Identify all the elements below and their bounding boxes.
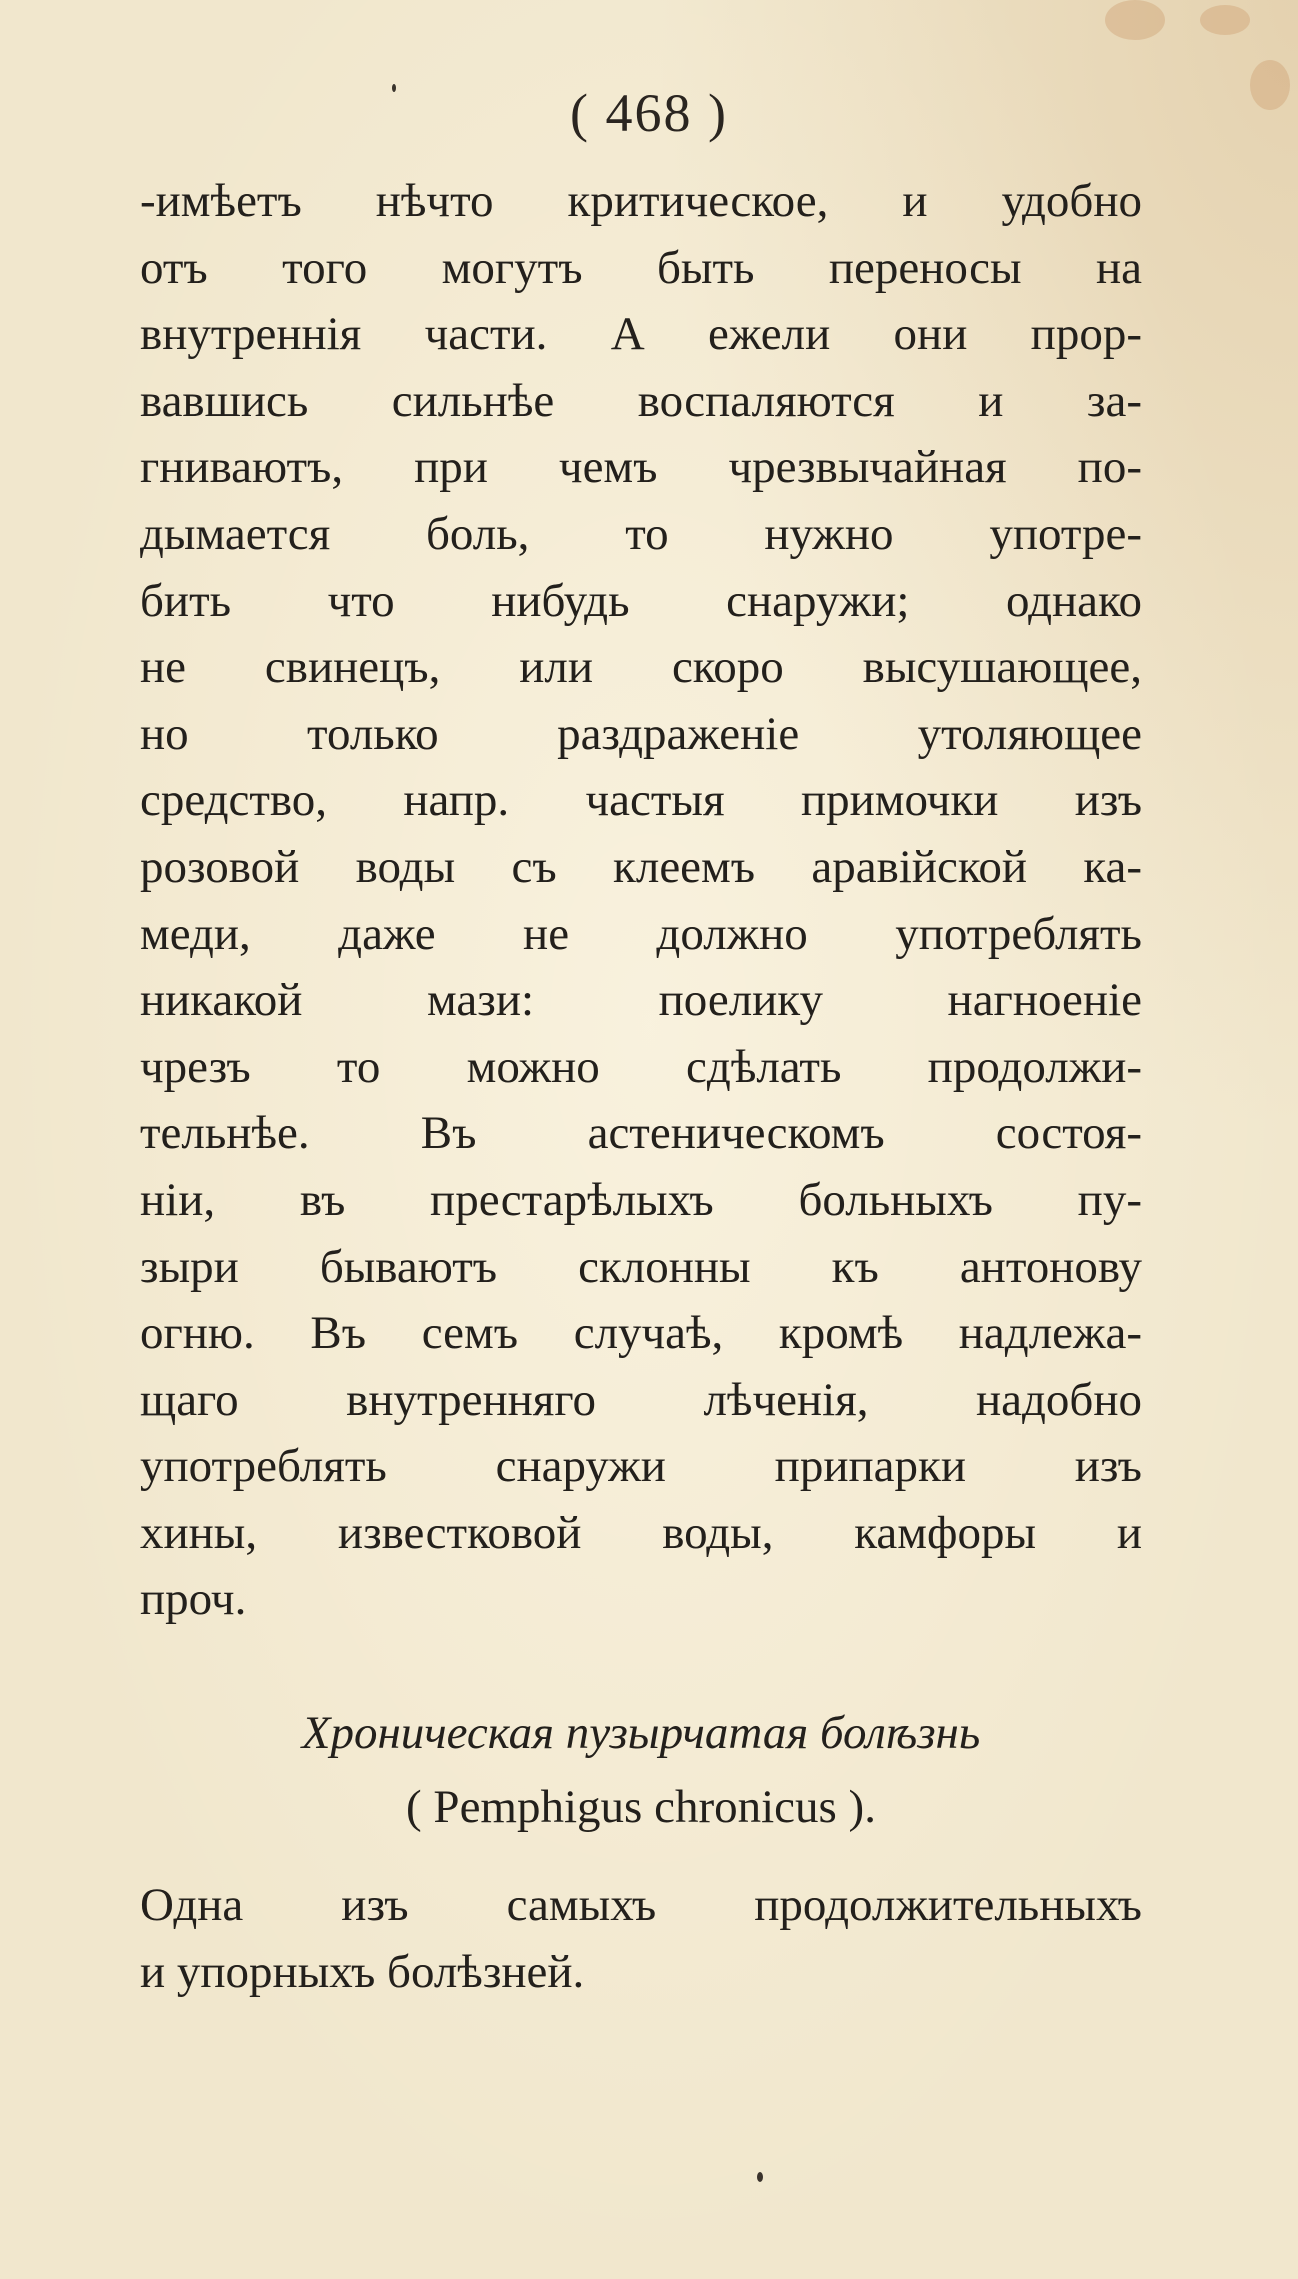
text-line: зыри бываютъ склонны къ антонову [140, 1240, 1142, 1293]
text-line: хины, известковой воды, камфоры и [140, 1506, 1142, 1559]
text-line: и упорныхъ болѣзней. [140, 1945, 585, 1998]
section-subheading: ( Pemphigus chronicus ). [406, 1781, 876, 1833]
text-line: розовой воды съ клеемъ аравійской ка- [140, 840, 1142, 893]
text-line: проч. [140, 1573, 247, 1626]
section-paragraph [140, 1872, 1142, 2005]
paper-stain [1200, 5, 1250, 35]
text-line: -имѣетъ нѣчто критическое, и удобно [140, 175, 1142, 227]
text-line: щаго внутренняго лѣченія, надобно [140, 1373, 1142, 1426]
text-line: употреблять снаружи припарки изъ [140, 1440, 1142, 1493]
text-line: отъ того могутъ быть переносы на [140, 241, 1142, 294]
text-line: ніи, въ престарѣлыхъ больныхъ пу- [140, 1173, 1142, 1226]
text-line: гниваютъ, при чемъ чрезвычайная по- [140, 441, 1142, 494]
page-number: ( 468 ) [570, 83, 728, 143]
text-line: чрезъ то можно сдѣлать продолжи- [140, 1040, 1142, 1093]
print-speck [757, 2172, 763, 2182]
text-line: меди, даже не должно употреблять [140, 907, 1142, 960]
text-line: средство, напр. частыя примочки изъ [140, 774, 1142, 827]
text-line: дымается боль, то нужно употре- [140, 507, 1142, 560]
text-line: но только раздраженіе утоляющее [140, 707, 1142, 760]
section-heading: Хроническая пузырчатая болѣзнь [301, 1707, 981, 1759]
text-line: бить что нибудь снаружи; однако [140, 574, 1142, 627]
text-line: Одна изъ самыхъ продолжительныхъ [140, 1879, 1142, 1931]
text-line: внутреннія части. А ежели они прор- [140, 308, 1142, 361]
text-line: не свинецъ, или скоро высушающее, [140, 641, 1142, 694]
print-speck [392, 84, 396, 92]
text-line: огню. Въ семъ случаѣ, кромѣ надлежа- [140, 1307, 1142, 1360]
text-line: никакой мази: поелику нагноеніе [140, 974, 1142, 1027]
text-line: вавшись сильнѣе воспаляются и за- [140, 374, 1142, 427]
body-paragraph [140, 168, 1142, 1633]
paper-stain [1105, 0, 1165, 40]
text-line: тельнѣе. Въ астеническомъ состоя- [140, 1107, 1142, 1160]
